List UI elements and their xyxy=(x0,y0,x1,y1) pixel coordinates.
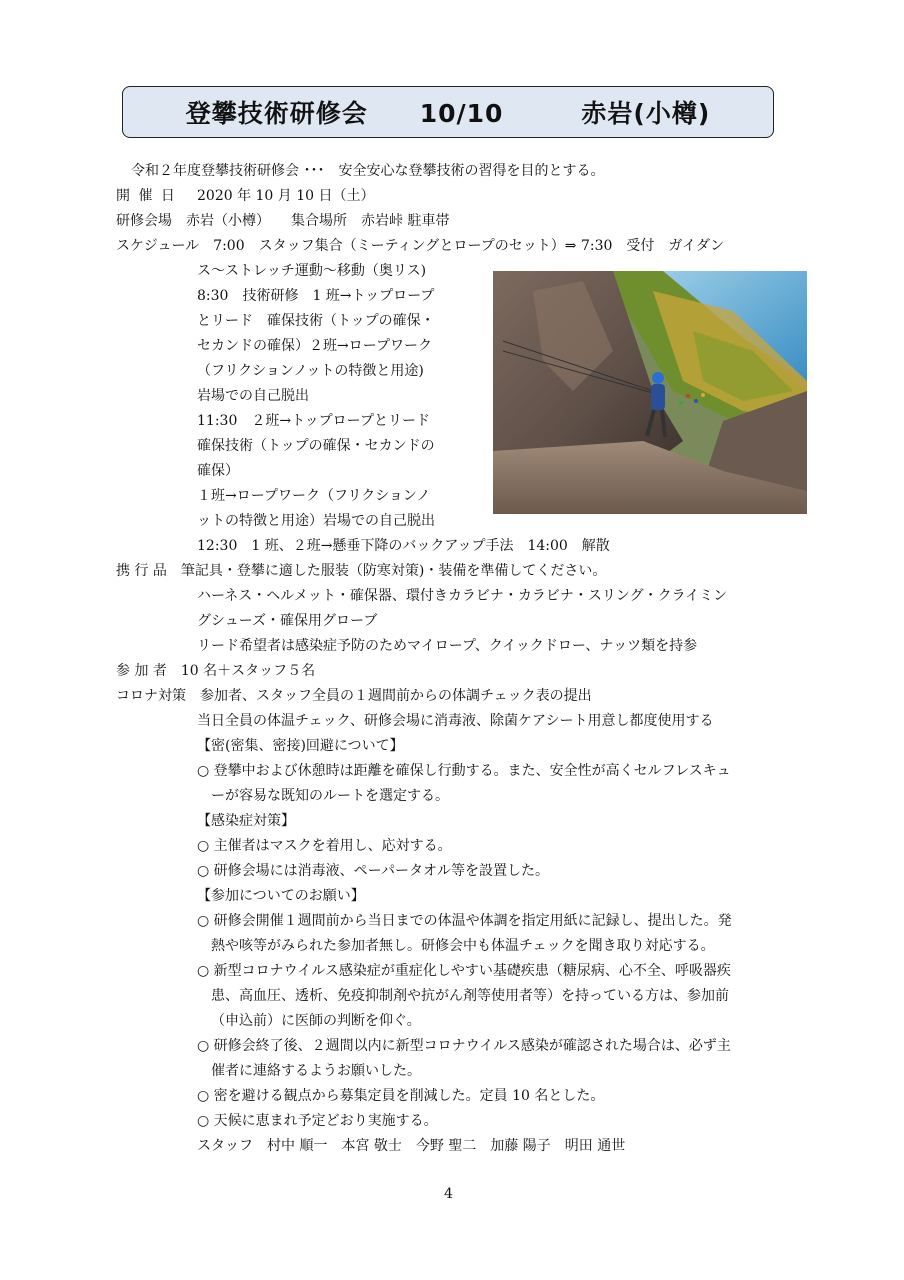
date-label: 開 催 日 xyxy=(116,188,177,204)
corona-line: ○ 密を避ける観点から募集定員を削減した。定員 10 名とした。 xyxy=(197,1088,605,1104)
corona-line: 当日全員の体温チェック、研修会場に消毒液、除菌ケアシート用意し都度使用する xyxy=(197,713,714,729)
corona-heading: 【密(密集、密接)回避について】 xyxy=(197,738,404,754)
corona-heading: 【参加についてのお願い】 xyxy=(197,888,365,904)
schedule-line: ットの特徴と用途）岩場での自己脱出 xyxy=(197,513,435,529)
corona-line: コロナ対策 参加者、スタッフ全員の１週間前からの体調チェック表の提出 xyxy=(116,688,592,704)
corona-line: ○ 研修会場には消毒液、ペーパータオル等を設置した。 xyxy=(197,863,549,879)
schedule-line: セカンドの確保）２班→ロープワーク xyxy=(197,338,433,354)
schedule-line: スケジュール 7:00 スタッフ集合（ミーティングとロープのセット）⇒ 7:30 受付 ガイダン xyxy=(116,238,725,254)
corona-line: 熱や咳等がみられた参加者無し。研修会中も体温チェックを聞き取り対応する。 xyxy=(211,938,715,954)
date-value: 2020 年 10 月 10 日（土） xyxy=(197,188,375,204)
corona-line: ○ 登攀中および休憩時は距離を確保し行動する。また、安全性が高くセルフレスキュ xyxy=(197,763,731,779)
title-box xyxy=(122,86,774,138)
corona-line: ○ 研修会終了後、２週間以内に新型コロナウイルス感染が確認された場合は、必ず主 xyxy=(197,1038,731,1054)
schedule-line: １班→ロープワーク（フリクションノ xyxy=(197,488,431,504)
climbing-photo xyxy=(493,271,807,514)
participants-line: 参 加 者 10 名＋スタッフ５名 xyxy=(116,663,316,679)
page-title: 登攀技術研修会 10/10 赤岩(小樽) xyxy=(185,99,711,128)
schedule-line: 確保） xyxy=(197,463,239,479)
staff-line: スタッフ 村中 順一 本宮 敬士 今野 聖二 加藤 陽子 明田 通世 xyxy=(197,1138,626,1154)
venue-line: 研修会場 赤岩（小樽） 集合場所 赤岩峠 駐車帯 xyxy=(116,213,450,229)
schedule-line: ス～ストレッチ運動～移動（奥リス) xyxy=(197,263,427,279)
corona-line: 催者に連絡するようお願いした。 xyxy=(211,1063,421,1079)
equipment-line: ハーネス・ヘルメット・確保器、環付きカラビナ・カラビナ・スリング・クライミン xyxy=(197,588,728,604)
corona-line: ○ 主催者はマスクを着用し、応対する。 xyxy=(197,838,452,854)
schedule-line: 確保技術（トップの確保・セカンドの xyxy=(197,438,435,454)
corona-heading: 【感染症対策】 xyxy=(197,813,295,829)
equipment-line: グシューズ・確保用グローブ xyxy=(197,613,378,629)
schedule-line: とリード 確保技術（トップの確保・ xyxy=(197,313,435,329)
intro-text: 令和２年度登攀技術研修会 ･･･ 安全安心な登攀技術の習得を目的とする。 xyxy=(131,163,605,179)
equipment-line: リード希望者は感染症予防のためマイロープ、クイックドロー、ナッツ類を持参 xyxy=(197,638,698,654)
corona-line: ○ 研修会開催１週間前から当日までの体温や体調を指定用紙に記録し、提出した。発 xyxy=(197,913,732,929)
schedule-line: 12:30 1 班、２班→懸垂下降のバックアップ手法 14:00 解散 xyxy=(197,538,610,554)
equipment-line: 携 行 品 筆記具・登攀に適した服装（防寒対策)・装備を準備してください。 xyxy=(116,563,607,579)
corona-line: ○ 天候に恵まれ予定どおり実施する。 xyxy=(197,1113,438,1129)
schedule-line: 8:30 技術研修 1 班→トップロープ xyxy=(197,288,435,304)
schedule-line: 岩場での自己脱出 xyxy=(197,388,309,404)
corona-line: ーが容易な既知のルートを選定する。 xyxy=(211,788,449,804)
corona-line: （申込前）に医師の判断を仰ぐ。 xyxy=(211,1013,421,1029)
schedule-line: （フリクションノットの特徴と用途) xyxy=(197,363,424,379)
corona-line: ○ 新型コロナウイルス感染症が重症化しやすい基礎疾患（糖尿病、心不全、呼吸器疾 xyxy=(197,963,731,979)
corona-line: 患、高血圧、透析、免疫抑制剤や抗がん剤等使用者等）を持っている方は、参加前 xyxy=(211,988,729,1004)
schedule-line: 11:30 ２班→トップロープとリード xyxy=(197,413,430,429)
page-number: 4 xyxy=(444,1186,453,1202)
